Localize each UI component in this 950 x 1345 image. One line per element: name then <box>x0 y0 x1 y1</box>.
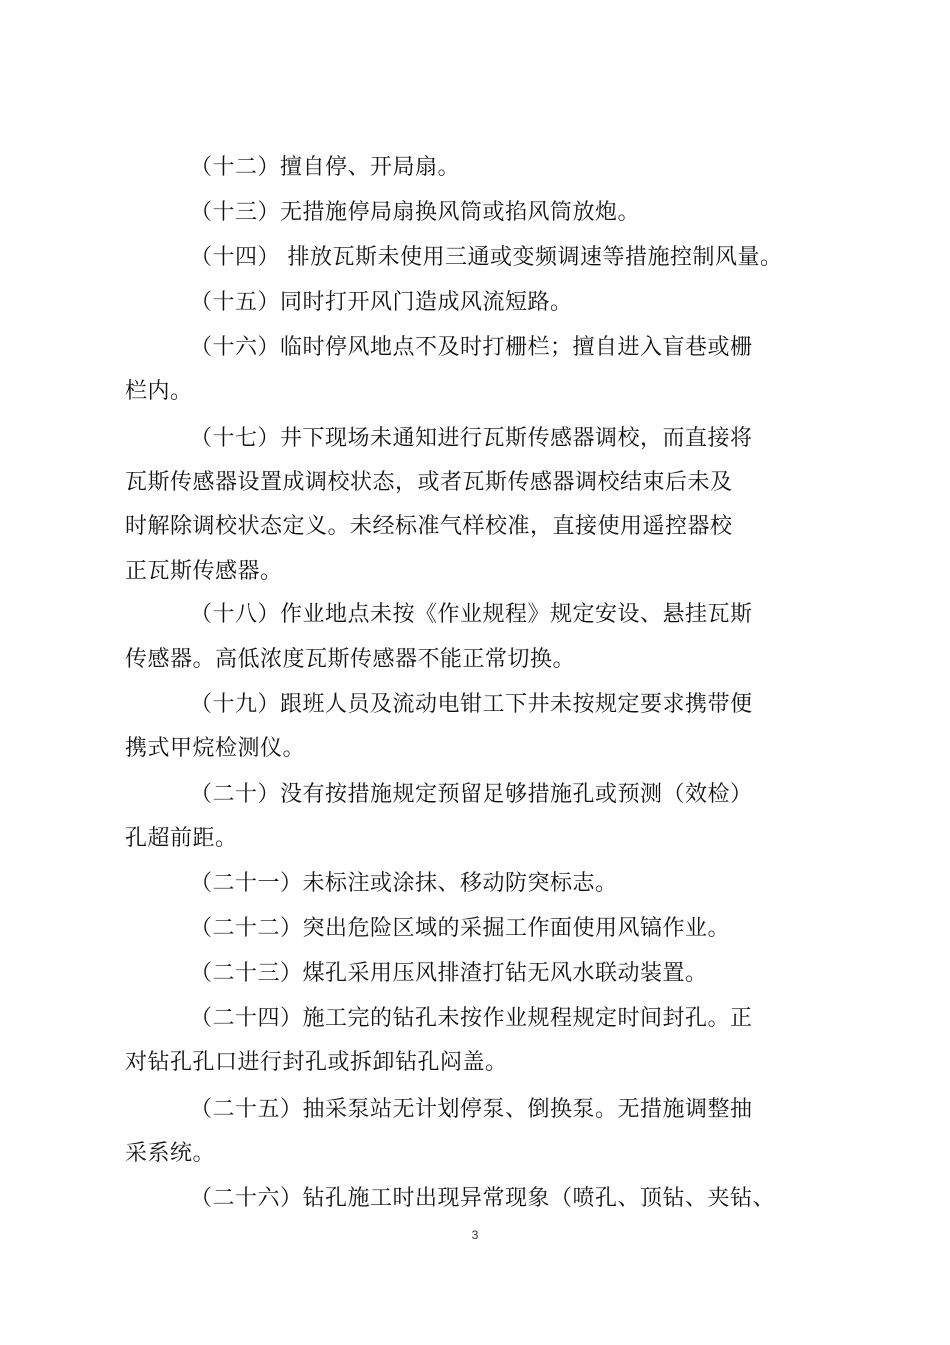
item-23-line-1: （二十三）煤孔采用压风排渣打钻无风水联动装置。 <box>190 961 708 986</box>
item-13-line-1: （十三）无措施停局扇换风筒或掐风筒放炮。 <box>190 200 641 225</box>
item-17-line-1: （十七）井下现场未通知进行瓦斯传感器调校，而直接将 <box>190 426 753 451</box>
item-26-line-1: （二十六）钻孔施工时出现异常现象（喷孔、顶钻、夹钻、 <box>190 1186 776 1211</box>
item-25-line-1: （二十五）抽采泵站无计划停泵、倒换泵。无措施调整抽 <box>190 1097 753 1122</box>
item-17-line-4: 正瓦斯传感器。 <box>125 559 283 584</box>
item-18-line-2: 传感器。高低浓度瓦斯传感器不能正常切换。 <box>125 647 576 672</box>
item-17-line-3: 时解除调校状态定义。未经标准气样校准，直接使用遥控器校 <box>125 514 733 539</box>
item-24-line-2: 对钻孔孔口进行封孔或拆卸钻孔闷盖。 <box>125 1050 508 1075</box>
item-22-line-1: （二十二）突出危险区域的采掘工作面使用风镐作业。 <box>190 916 731 941</box>
item-12-line-1: （十二）擅自停、开局扇。 <box>190 155 461 180</box>
item-24-line-1: （二十四）施工完的钻孔未按作业规程规定时间封孔。正 <box>190 1006 753 1031</box>
item-19-line-2: 携式甲烷检测仪。 <box>125 736 306 761</box>
item-19-line-1: （十九）跟班人员及流动电钳工下井未按规定要求携带便 <box>190 692 753 717</box>
item-15-line-1: （十五）同时打开风门造成风流短路。 <box>190 290 573 315</box>
item-16-line-2: 栏内。 <box>125 379 193 404</box>
item-18-line-1: （十八）作业地点未按《作业规程》规定安设、悬挂瓦斯 <box>190 602 753 627</box>
item-20-line-2: 孔超前距。 <box>125 826 238 851</box>
item-16-line-1: （十六）临时停风地点不及时打栅栏；擅自进入盲巷或栅 <box>190 335 753 360</box>
item-21-line-1: （二十一）未标注或涂抹、移动防突标志。 <box>190 871 618 896</box>
item-14-line-1: （十四） 排放瓦斯未使用三通或变频调速等措施控制风量。 <box>190 245 783 270</box>
item-20-line-1: （二十）没有按措施规定预留足够措施孔或预测（效检） <box>190 782 753 807</box>
page-number: 3 <box>471 1228 479 1242</box>
item-17-line-2: 瓦斯传感器设置成调校状态，或者瓦斯传感器调校结束后未及 <box>125 470 733 495</box>
item-25-line-2: 采系统。 <box>125 1141 216 1166</box>
